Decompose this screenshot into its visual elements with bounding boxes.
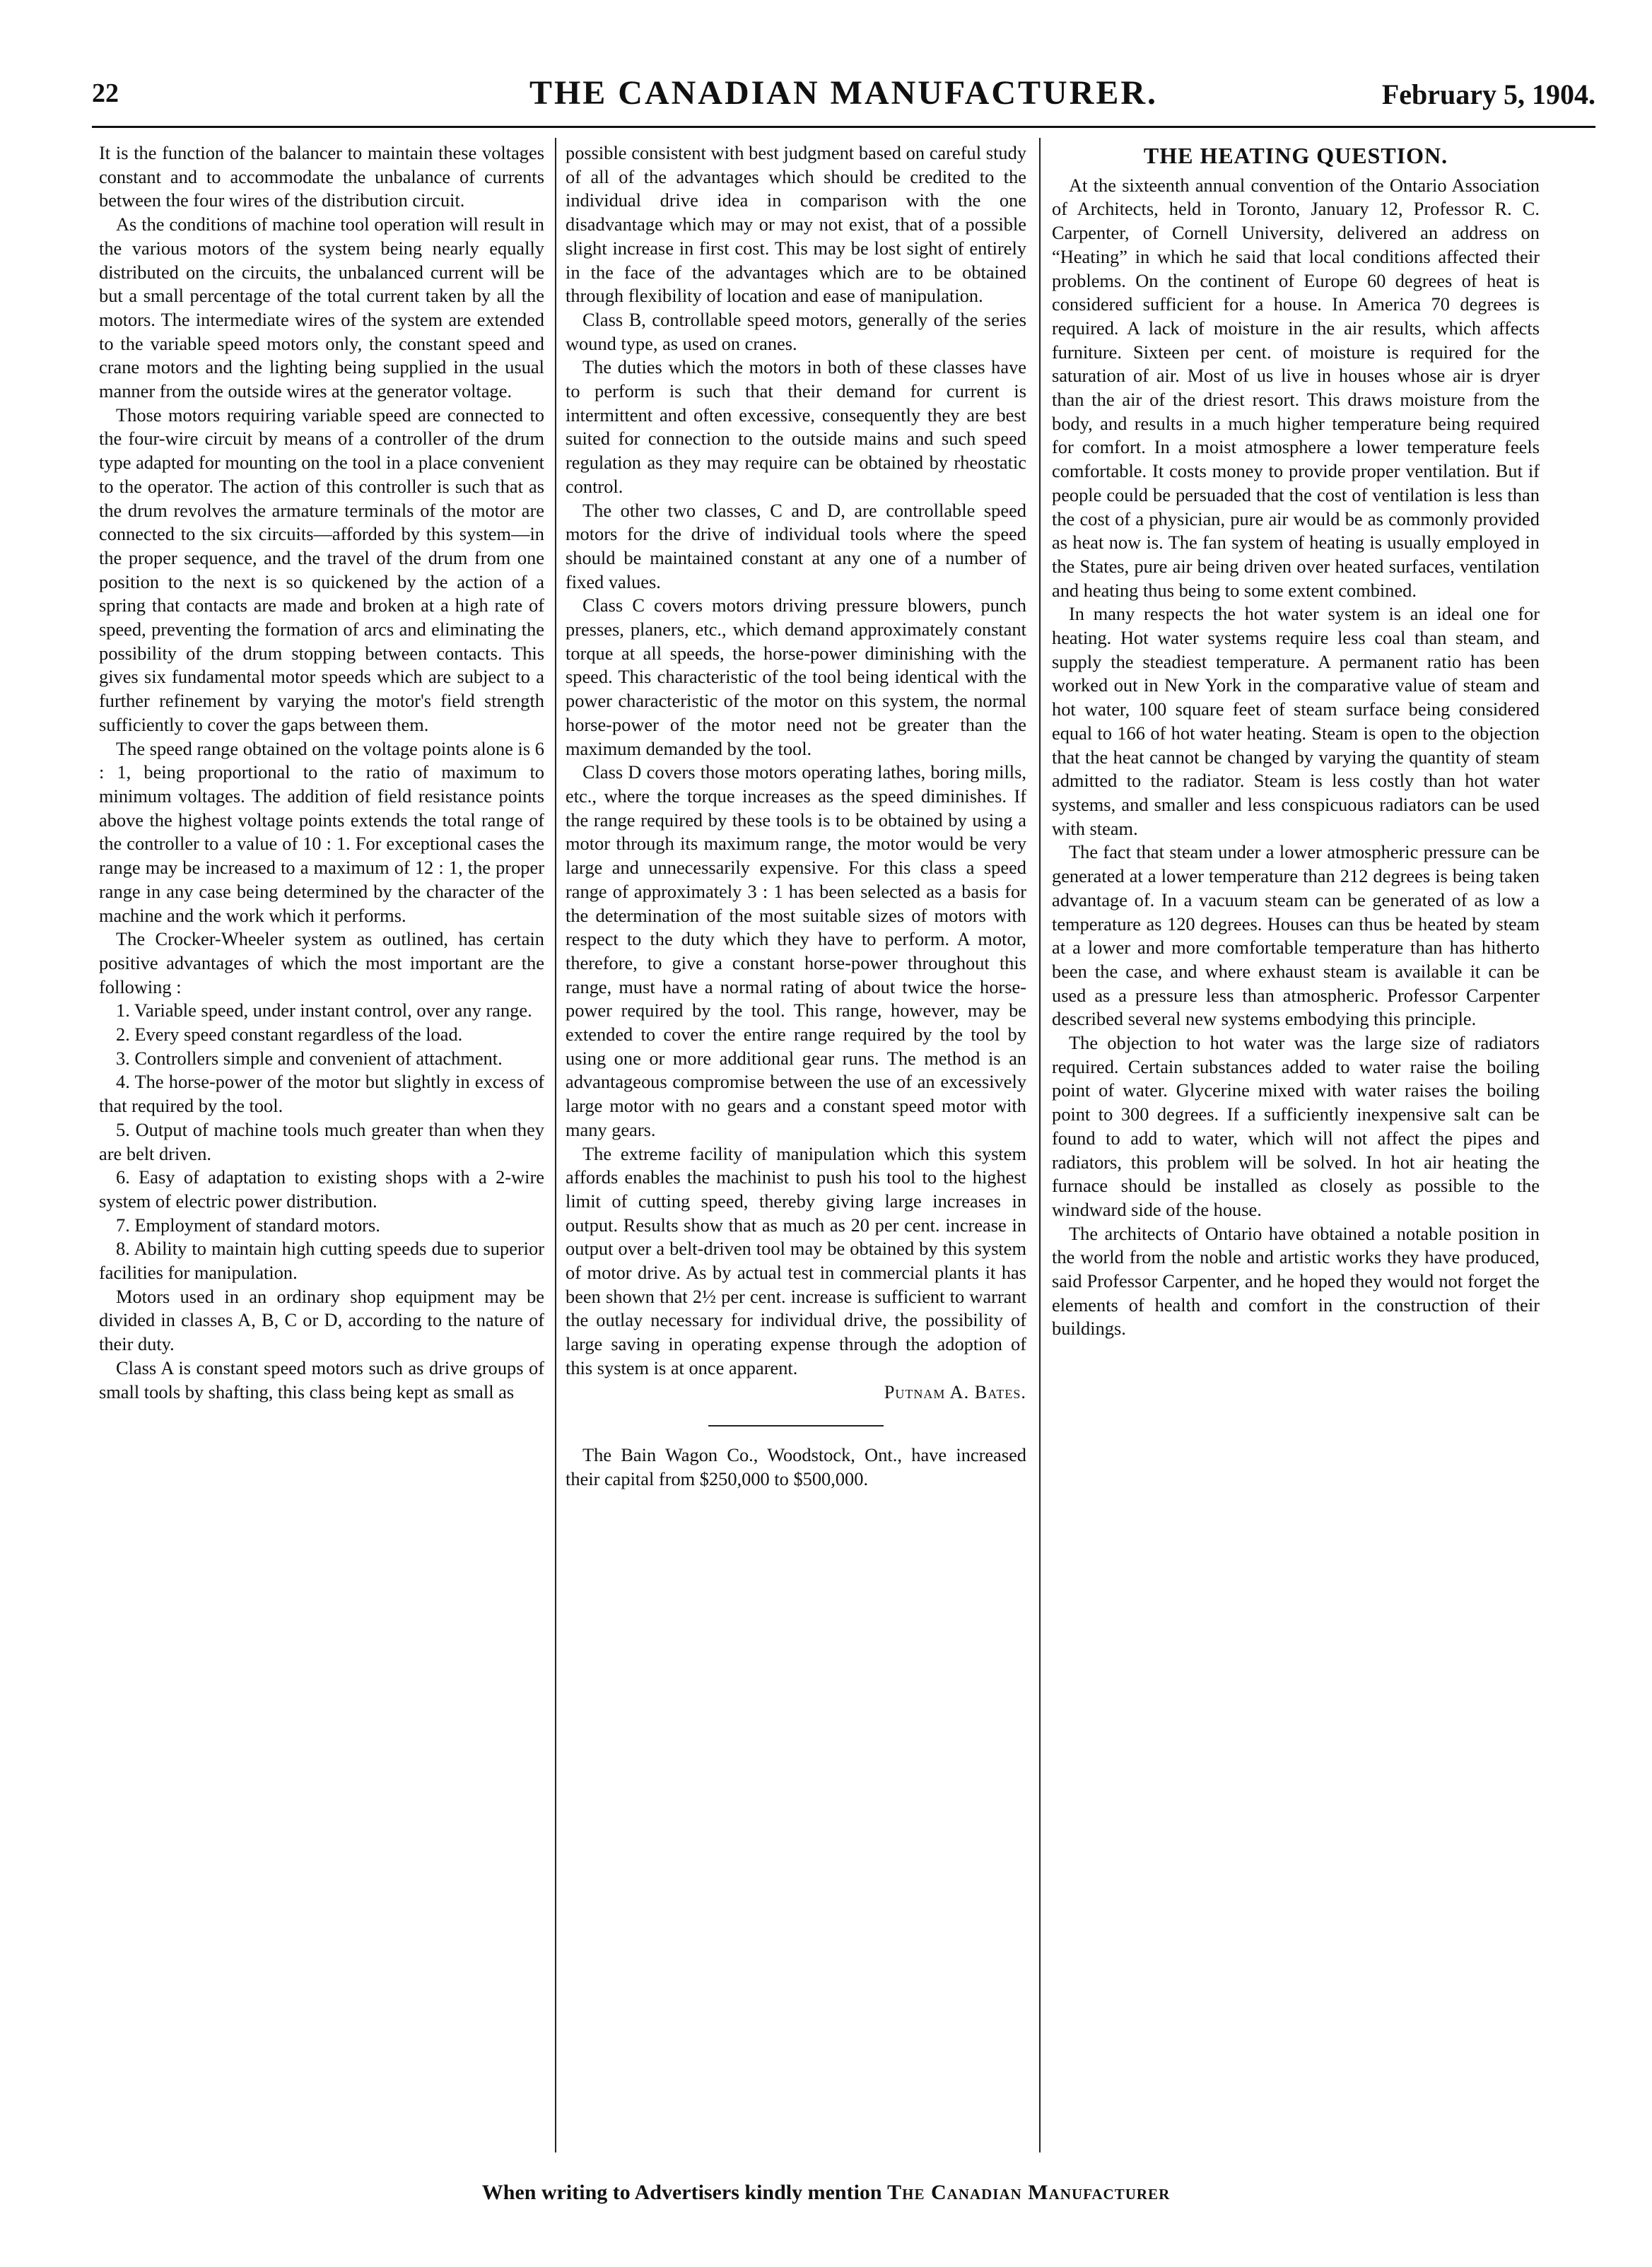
paragraph: As the conditions of machine tool operation will result in the various motors of the system being nearly equally distributed on the circuits, the unbalanced current will be but a small percentage of the total current taken by all the motors. The intermediate wires of the system are extended to the variable speed motors only, the constant speed and crane motors and the lighting being supplied in the usual manner from the outside wires at the generator voltage.: [99, 213, 544, 402]
paragraph: The extreme facility of manipulation which this system affords enables the machinist to push his tool to the highest limit of cutting speed, thereby giving large increases in output. Results show that as much as 20 per cent. increase in output over a belt-driven tool may be obtained by this system of motor drive. As by actual test in commercial plants it has been shown that 2½ per cent. increase is sufficient to warrant the outlay necessary for individual drive, the possibility of large saving in operating expense through the adoption of this system is at once apparent.: [566, 1142, 1026, 1378]
column-rule: [1039, 138, 1041, 2152]
column-1: [99, 141, 544, 2142]
paragraph: In many respects the hot water system is an ideal one for heating. Hot water systems require less coal than steam, and supply the steadiest temperature. A permanent ratio has been worked out in New York in the comparative value of steam and hot water, 100 square feet of steam surface being considered equal to 166 of hot water heating. Steam is open to the objection that the heat cannot be changed by varying the quantity of steam admitted to the radiator. Steam is less costly than hot water systems, and smaller and less conspicuous radiators can be used with steam.: [1052, 603, 1540, 839]
header-rule: [92, 126, 1595, 128]
list-item: 3. Controllers simple and convenient of attachment.: [116, 1047, 503, 1069]
paragraph: Those motors requiring variable speed are connected to the four-wire circuit by means of a controller of the drum type adapted for mounting on the tool in a place convenient to the operator. The action of this controller is such that as the drum revolves the armature terminals of the motor are connected to the six circuits—afforded by this system—in the proper sequence, and the travel of the drum from one position to the next is so quickened by the action of a spring that contacts are made and broken at a high rate of speed, preventing the formation of arcs and eliminating the possibility of the drum stopping between contacts. This gives six fundamental motor speeds which are subject to a further refinement by varying the motor's field strength sufficiently to cover the gaps between them.: [99, 404, 544, 735]
journal-title: THE CANADIAN MANUFACTURER.: [529, 74, 1159, 112]
article-title: THE HEATING QUESTION.: [1143, 143, 1448, 168]
footer-text: When writing to Advertisers kindly mention: [481, 2181, 882, 2204]
issue-date: February 5, 1904.: [1381, 78, 1595, 110]
list-item: 6. Easy of adaptation to existing shops with a 2-wire system of electric power distribution.: [99, 1166, 544, 1212]
column-3: [1052, 141, 1540, 2142]
paragraph: Class D covers those motors operating lathes, boring mills, etc., where the torque increases as the speed diminishes. If the range required by these tools is to be obtained by using a motor through its maximum range, the motor would be very large and unnecessarily expensive. For this class a speed range of approximately 3 : 1 has been selected as a basis for the determination of the most suitable sizes of motors with respect to the duty which they have to perform. A motor, therefore, to give a constant horse-power throughout this range, must have a normal rating of about twice the horse-power required by the tool. This range, however, may be extended to cover the entire range required by the tool by using one or more additional gear runs. The method is an advantageous compromise between the use of an excessively large motor with no gears and a constant speed motor with many gears.: [566, 761, 1026, 1140]
paragraph: The objection to hot water was the large size of radiators required. Certain substances added to water raise the boiling point of water. Glycerine mixed with water raises the boiling point to 300 degrees. If a sufficiently inexpensive salt can be found to add to water, which will not affect the pipes and radiators, this problem will be solved. In hot air heating the furnace should be installed as closely as possible to the windward side of the house.: [1052, 1032, 1540, 1220]
page-header: [92, 74, 1595, 127]
paragraph: The duties which the motors in both of these classes have to perform is such that their demand for current is intermittent and often excessive, consequently they are best suited for connection to the outside mains and such speed regulation as they may require can be obtained by rheostatic control.: [566, 356, 1026, 497]
page-number: 22: [92, 78, 119, 108]
list-item: 2. Every speed constant regardless of the load.: [116, 1024, 463, 1045]
paragraph: The fact that steam under a lower atmospheric pressure can be generated at a lower temperature than 212 degrees is being taken advantage of. In a vacuum steam can be generated of as low a temperature as 120 degrees. Houses can thus be heated by steam at a lower and more comfortable temperature than has hitherto been the case, and where exhaust steam is available it can be used as a pressure less than atmospheric. Professor Carpenter described several new systems embodying this principle.: [1052, 841, 1540, 1030]
paragraph: The Crocker-Wheeler system as outlined, has certain positive advantages of which the most important are the following :: [99, 928, 544, 997]
list-item: 4. The horse-power of the motor but slightly in excess of that required by the tool.: [99, 1071, 544, 1117]
paragraph: The speed range obtained on the voltage points alone is 6 : 1, being proportional to the ratio of maximum to minimum voltages. The addition of field resistance points above the highest voltage points extends the total range of the controller to a value of 10 : 1. For exceptional cases the range may be increased to a maximum of 12 : 1, the proper range in any case being determined by the character of the machine and the work which it performs.: [99, 737, 544, 926]
news-notice: The Bain Wagon Co., Woodstock, Ont., have increased their capital from $250,000 to $500,000.: [566, 1444, 1026, 1489]
paragraph: Class C covers motors driving pressure blowers, punch presses, planers, etc., which demand approximately constant torque at all speeds, the horse-power diminishing with the speed. This characteristic of the tool being identical with the power characteristic of the motor on this system, the normal horse-power of the motor need not be greater than the maximum demanded by the tool.: [566, 594, 1026, 759]
paragraph: The other two classes, C and D, are controllable speed motors for the drive of individual tools where the speed should be maintained constant at any one of a number of fixed values.: [566, 499, 1026, 592]
list-item: 7. Employment of standard motors.: [116, 1214, 380, 1236]
list-item: 5. Output of machine tools much greater than when they are belt driven.: [99, 1118, 544, 1164]
paragraph: Class B, controllable speed motors, generally of the series wound type, as used on cranes.: [566, 308, 1026, 354]
author-signature: Putnam A. Bates.: [884, 1381, 1026, 1402]
list-item: 1. Variable speed, under instant control, over any range.: [116, 1000, 532, 1021]
paragraph: Class A is constant speed motors such as drive groups of small tools by shafting, this class being kept as small as: [99, 1357, 544, 1402]
paragraph: The architects of Ontario have obtained a notable position in the world from the noble and artistic works they have produced, said Professor Carpenter, and he hoped they would not forget the elements of health and comfort in the construction of their buildings.: [1052, 1222, 1540, 1340]
section-divider: [708, 1425, 884, 1427]
paragraph: Motors used in an ordinary shop equipment may be divided in classes A, B, C or D, according to the nature of their duty.: [99, 1285, 544, 1355]
list-item: 8. Ability to maintain high cutting speeds due to superior facilities for manipulation.: [99, 1238, 544, 1284]
paragraph: At the sixteenth annual convention of the Ontario Association of Architects, held in Toronto, January 12, Professor R. C. Carpenter, of Cornell University, delivered an address on “Heating” in which he said that local conditions affected their problems. On the continent of Europe 60 degrees of heat is considered sufficient for a house. In America 70 degrees is required. A lack of moisture in the air results, which affects furniture. Sixteen per cent. of moisture is required for the saturation of air. Most of us live in houses whose air is dryer than the air of the driest resort. This draws moisture from the body, and results in a much higher temperature being required for comfort. In a moist atmosphere a lower temperature feels comfortable. It costs money to provide proper ventilation. But if people could be persuaded that the cost of ventilation is less than the cost of a physician, pure air would be as commonly provided as heat now is. The fan system of heating is usually employed in the States, pure air being driven over heated surfaces, ventilation and heating thus being to some extent combined.: [1052, 174, 1540, 601]
column-rule: [555, 138, 556, 2152]
column-2: [566, 141, 1026, 2142]
paragraph: possible consistent with best judgment based on careful study of all of the advantages which should be credited to the individual drive idea in comparison with the one disadvantage which may or may not exist, that of a possible slight increase in first cost. This may be lost sight of entirely in the face of the advantages which are to be obtained through flexibility of location and ease of manipulation.: [566, 142, 1026, 307]
page-footer: [0, 2181, 1652, 2205]
paragraph: It is the function of the balancer to maintain these voltages constant and to accommodate the unbalance of currents between the four wires of the distribution circuit.: [99, 142, 544, 211]
footer-masthead: The Canadian Manufacturer: [887, 2181, 1171, 2204]
